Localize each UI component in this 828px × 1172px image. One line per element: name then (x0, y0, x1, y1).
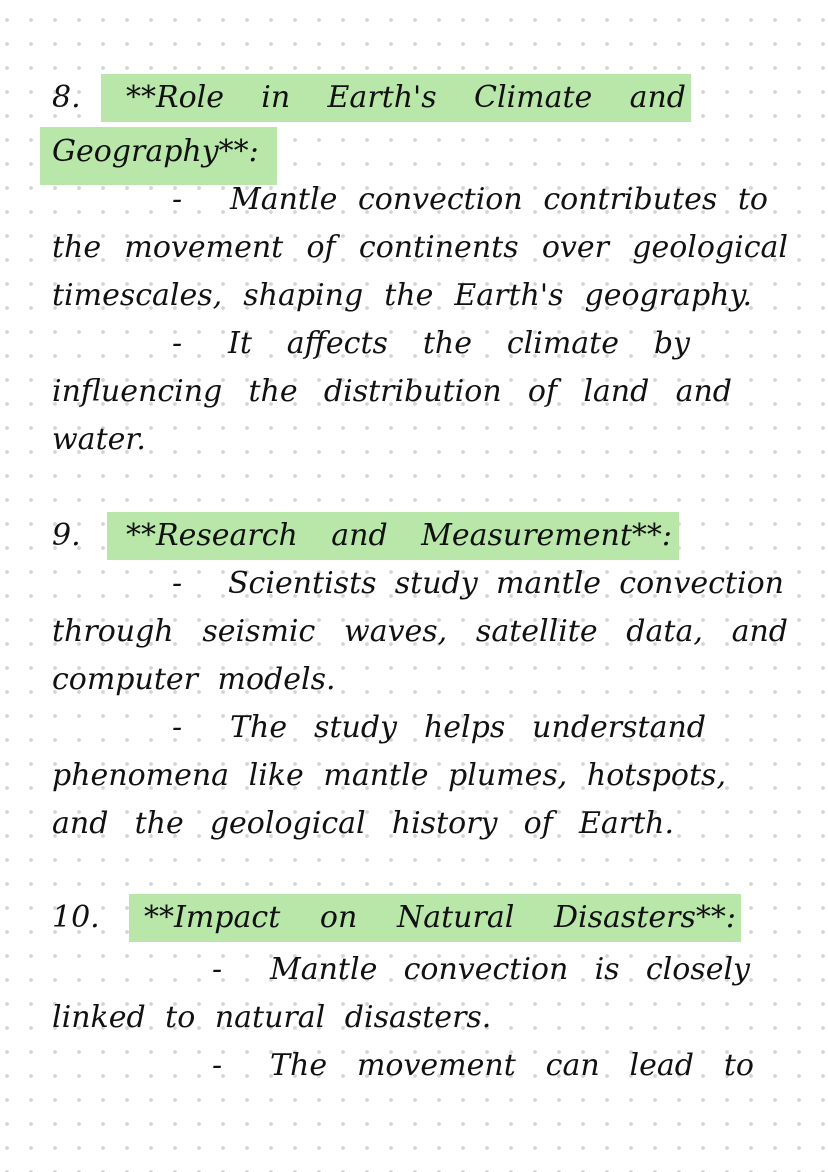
text-line (52, 656, 788, 704)
text-line (52, 368, 732, 416)
bullet-text: Mantle convection is closely (270, 952, 750, 987)
text-line (52, 752, 726, 800)
text-line (52, 272, 752, 320)
text-line (52, 800, 674, 848)
bullet-text: and the geological history of Earth. (52, 806, 674, 841)
section-heading-continued (52, 128, 259, 176)
text-line (52, 994, 788, 1042)
bullet-dash: - (172, 326, 183, 361)
bullet-dash: - (212, 1048, 223, 1083)
bullet-text: linked to natural disasters. (52, 1000, 492, 1035)
text-line (52, 416, 788, 464)
section-number: 8. (52, 80, 81, 115)
text-line (52, 224, 788, 272)
heading-text: **Research and Measurement**: (126, 518, 672, 553)
bullet-first-line (228, 320, 690, 368)
section-heading (126, 74, 686, 122)
bullet-text: Mantle convection contributes to (230, 182, 768, 217)
bullet-first-line (230, 704, 706, 752)
bullet-text: The movement can lead to (270, 1048, 754, 1083)
heading-text: **Role in Earth's Climate and (126, 80, 686, 115)
heading-text: Geography**: (52, 134, 259, 169)
bullet-first-line (270, 1042, 754, 1090)
bullet-text: computer models. (52, 662, 336, 697)
bullet-text: the movement of continents over geological (52, 230, 788, 265)
bullet-dash: - (212, 952, 223, 987)
bullet-dash: - (172, 710, 183, 745)
bullet-text: water. (52, 422, 146, 457)
bullet-text: phenomena like mantle plumes, hotspots, (52, 758, 726, 793)
bullet-first-line (230, 176, 768, 224)
section-number: 9. (52, 518, 81, 553)
bullet-first-line (228, 560, 784, 608)
text-line (52, 608, 788, 656)
section-heading (126, 512, 672, 560)
section-number: 10. (52, 900, 100, 935)
bullet-first-line (270, 946, 750, 994)
bullet-text: It affects the climate by (228, 326, 690, 361)
bullet-dash: - (172, 182, 183, 217)
bullet-dash: - (172, 566, 183, 601)
bullet-text: Scientists study mantle convection (228, 566, 784, 601)
bullet-text: through seismic waves, satellite data, and (52, 614, 788, 649)
heading-text: **Impact on Natural Disasters**: (144, 900, 736, 935)
bullet-text: timescales, shaping the Earth's geography. (52, 278, 752, 313)
bullet-text: The study helps understand (230, 710, 706, 745)
section-heading (144, 894, 736, 942)
bullet-text: influencing the distribution of land and (52, 374, 732, 409)
